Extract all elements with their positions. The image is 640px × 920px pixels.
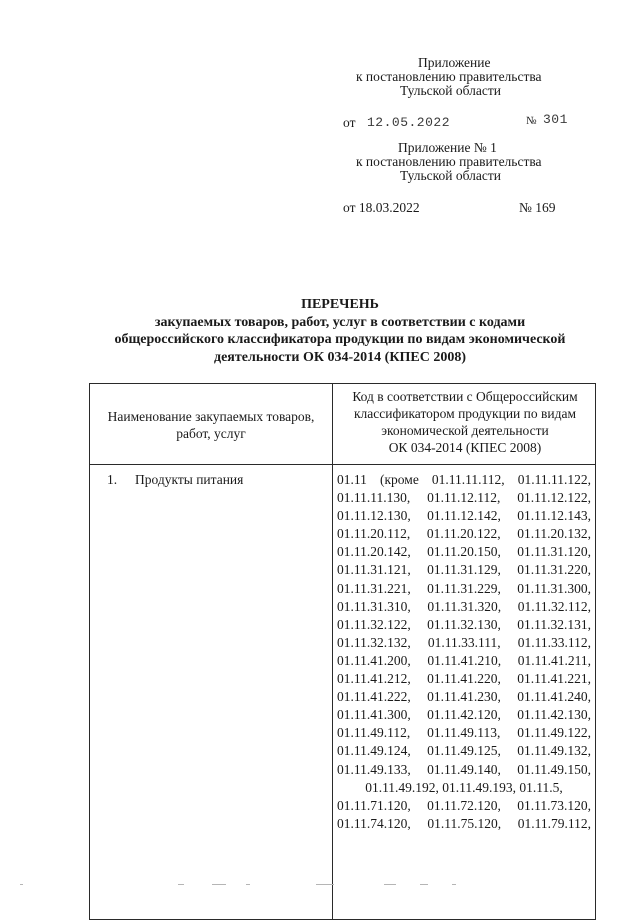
- table-header-divider: [90, 464, 595, 465]
- table-header-code-line: Код в соответствии с Общероссийским: [352, 389, 578, 404]
- appendix-current-number-sign: №: [526, 115, 537, 127]
- code-line: 01.11.32.122, 01.11.32.130, 01.11.32.131,: [337, 616, 591, 632]
- appendix-current-resolution: к постановлению правительства: [356, 69, 542, 84]
- code-line: 01.11.31.221, 01.11.31.229, 01.11.31.300,: [337, 580, 591, 596]
- table-header-name-line: Наименование закупаемых товаров,: [107, 409, 315, 424]
- appendix-current-date-prefix: от: [343, 115, 356, 130]
- scan-artifacts: [0, 884, 640, 890]
- appendix-original-date: от 18.03.2022: [343, 200, 420, 215]
- table-header-code-line: ОК 034-2014 (КПЕС 2008): [388, 440, 542, 455]
- code-line: 01.11.20.112, 01.11.20.122, 01.11.20.132,: [337, 526, 591, 542]
- code-line: 01.11.49.124, 01.11.49.125, 01.11.49.132,: [337, 743, 591, 759]
- document-title-line-2: закупаемых товаров, работ, услуг в соответствии с кодами: [154, 314, 526, 330]
- code-line: 01.11.41.200, 01.11.41.210, 01.11.41.211,: [337, 652, 591, 668]
- code-line: 01.11.11.130, 01.11.12.112, 01.11.12.122,: [337, 490, 591, 506]
- table-row-name: Продукты питания: [135, 472, 244, 487]
- code-line: 01.11.74.120, 01.11.75.120, 01.11.79.112,: [337, 815, 591, 831]
- table-row-number: 1.: [107, 472, 118, 487]
- code-line: 01.11.32.132, 01.11.33.111, 01.11.33.112,: [337, 634, 591, 650]
- table-header-code-line: экономической деятельности: [381, 423, 549, 438]
- code-line: 01.11.49.112, 01.11.49.113, 01.11.49.122,: [337, 725, 591, 741]
- appendix-original-resolution: к постановлению правительства: [356, 154, 542, 169]
- code-line: 01.11.31.310, 01.11.31.320, 01.11.32.112,: [337, 598, 591, 614]
- appendix-original-number: № 169: [519, 200, 556, 215]
- table-header-code-line: классификатором продукции по видам: [353, 406, 576, 421]
- code-line: 01.11.49.133, 01.11.49.140, 01.11.49.150,: [337, 761, 591, 777]
- document-title: [100, 296, 580, 366]
- appendix-original-title: Приложение № 1: [398, 140, 497, 155]
- document-title-heading: ПЕРЕЧЕНЬ: [301, 297, 379, 312]
- code-line: 01.11.71.120, 01.11.72.120, 01.11.73.120,: [337, 797, 591, 813]
- table-header-code: [333, 388, 597, 456]
- code-line: 01.11.41.300, 01.11.42.120, 01.11.42.130,: [337, 707, 591, 723]
- code-line: 01.11.31.121, 01.11.31.129, 01.11.31.220,: [337, 562, 591, 578]
- code-line: 01.11.41.212, 01.11.41.220, 01.11.41.221,: [337, 671, 591, 687]
- code-line: 01.11.41.222, 01.11.41.230, 01.11.41.240,: [337, 689, 591, 705]
- code-line: 01.11.12.130, 01.11.12.142, 01.11.12.143,: [337, 508, 591, 524]
- appendix-original-region: Тульской области: [400, 168, 501, 183]
- document-title-line-3: общероссийского классификатора продукции по видам экономической: [114, 332, 566, 347]
- table-row-codes: [337, 471, 591, 833]
- goods-table: [89, 383, 596, 920]
- document-title-line-4: деятельности ОК 034-2014 (КПЕС 2008): [214, 349, 466, 365]
- appendix-current-date: 12.05.2022: [367, 115, 451, 130]
- table-header-name-line: работ, услуг: [176, 426, 246, 441]
- table-header-name: [90, 408, 332, 442]
- code-line: 01.11 (кроме 01.11.11.112, 01.11.11.122,: [337, 472, 591, 487]
- appendix-current-number: 301: [543, 112, 568, 127]
- code-line: 01.11.49.192, 01.11.49.193, 01.11.5,: [365, 779, 563, 795]
- code-line: 01.11.20.142, 01.11.20.150, 01.11.31.120,: [337, 544, 591, 560]
- appendix-current-title: Приложение: [418, 55, 491, 70]
- appendix-current-region: Тульской области: [400, 83, 501, 98]
